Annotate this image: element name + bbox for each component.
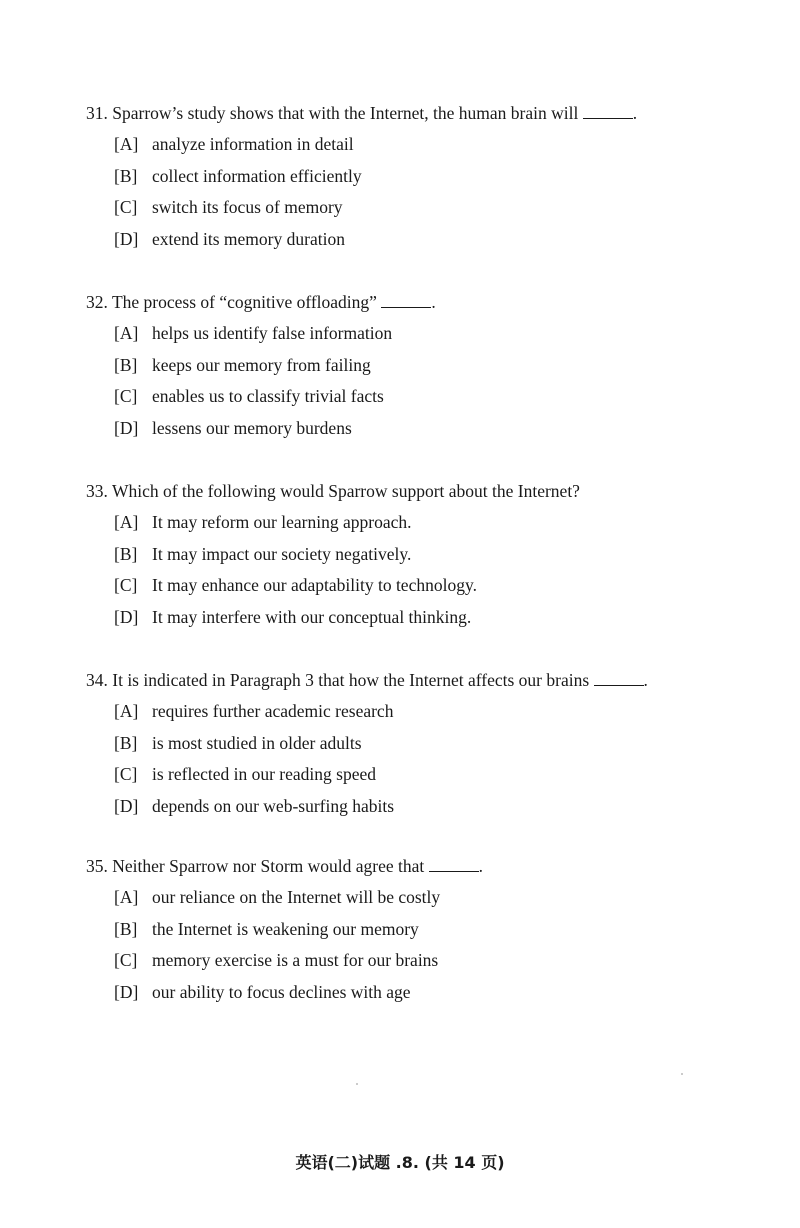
option-list <box>86 885 766 1011</box>
question-text: Sparrow’s study shows that with the Internet, the human brain will <box>112 103 579 123</box>
option-letter: [A] <box>114 134 139 154</box>
option-b <box>114 731 766 763</box>
option-b <box>114 542 766 574</box>
option-text: switch its focus of memory <box>152 197 343 217</box>
option-letter: [A] <box>114 323 139 343</box>
question-end: . <box>632 103 638 123</box>
question-number: 32. <box>86 292 108 312</box>
option-text: extend its memory duration <box>152 228 345 249</box>
option-a <box>114 699 766 731</box>
question-stem <box>86 101 766 125</box>
question-text: Which of the following would Sparrow support about the Internet? <box>111 481 580 501</box>
question-text: The process of “cognitive offloading” <box>111 292 377 312</box>
scan-speck <box>681 1073 683 1075</box>
option-text: helps us identify false information <box>152 323 393 343</box>
scan-speck <box>356 1083 358 1085</box>
option-text: enables us to classify trivial facts <box>152 386 384 406</box>
question-stem <box>86 668 766 692</box>
option-text: depends on our web-surfing habits <box>152 795 395 816</box>
answer-blank <box>583 103 633 119</box>
answer-blank <box>429 856 479 872</box>
option-letter: [D] <box>114 981 139 1002</box>
option-list <box>86 510 766 636</box>
question-35 <box>86 854 766 1011</box>
option-text: our reliance on the Internet will be costly <box>152 887 441 907</box>
option-letter: [B] <box>114 354 138 375</box>
option-a <box>114 885 766 917</box>
option-c <box>114 573 766 605</box>
option-letter: [D] <box>114 795 139 816</box>
question-34 <box>86 668 766 825</box>
option-text: keeps our memory from failing <box>152 354 371 375</box>
option-d <box>114 794 766 826</box>
question-end: . <box>431 292 436 312</box>
question-number: 34. <box>86 670 108 690</box>
option-letter: [A] <box>114 887 139 907</box>
option-text: requires further academic research <box>152 701 394 721</box>
option-letter: [D] <box>114 228 139 249</box>
option-letter: [D] <box>114 606 139 627</box>
option-text: It may impact our society negatively. <box>152 543 412 564</box>
option-letter: [C] <box>114 764 138 784</box>
option-list <box>86 699 766 825</box>
option-d <box>114 980 766 1012</box>
option-letter: [B] <box>114 543 138 564</box>
question-number: 33. <box>86 481 108 501</box>
question-32 <box>86 290 766 447</box>
question-stem <box>86 854 766 878</box>
option-letter: [D] <box>114 417 139 438</box>
option-text: is most studied in older adults <box>152 732 362 753</box>
option-letter: [B] <box>114 918 138 939</box>
answer-blank <box>381 292 431 308</box>
page-footer: 英语(二)试题 .8. (共 14 页) <box>295 1153 505 1172</box>
option-text: It may enhance our adaptability to technology. <box>152 575 477 595</box>
question-number: 31. <box>86 103 108 123</box>
option-text: analyze information in detail <box>152 134 354 154</box>
option-b <box>114 164 766 196</box>
question-end: . <box>478 856 484 876</box>
option-list <box>86 132 766 258</box>
question-text: It is indicated in Paragraph 3 that how the Internet affects our brains <box>112 670 590 690</box>
option-letter: [A] <box>114 512 139 532</box>
option-letter: [C] <box>114 950 138 970</box>
option-d <box>114 227 766 259</box>
option-a <box>114 510 766 542</box>
option-text: the Internet is weakening our memory <box>152 918 419 939</box>
option-list <box>86 321 766 447</box>
option-c <box>114 948 766 980</box>
option-letter: [A] <box>114 701 139 721</box>
option-letter: [C] <box>114 386 138 406</box>
option-text: It may interfere with our conceptual thinking. <box>152 606 472 627</box>
question-31 <box>86 101 766 258</box>
option-b <box>114 917 766 949</box>
option-text: It may reform our learning approach. <box>152 512 412 532</box>
question-number: 35. <box>86 856 108 876</box>
option-a <box>114 132 766 164</box>
question-stem <box>86 290 766 314</box>
question-33 <box>86 479 766 636</box>
question-end: . <box>643 670 648 690</box>
option-c <box>114 384 766 416</box>
answer-blank <box>594 670 644 686</box>
option-letter: [B] <box>114 165 138 186</box>
question-text: Neither Sparrow nor Storm would agree that <box>112 856 425 876</box>
option-text: is reflected in our reading speed <box>152 764 377 784</box>
option-a <box>114 321 766 353</box>
option-d <box>114 416 766 448</box>
option-letter: [B] <box>114 732 138 753</box>
option-letter: [C] <box>114 197 138 217</box>
question-stem <box>86 479 766 503</box>
option-text: lessens our memory burdens <box>152 417 352 438</box>
option-text: memory exercise is a must for our brains <box>152 950 439 970</box>
option-text: our ability to focus declines with age <box>152 981 411 1002</box>
option-c <box>114 195 766 227</box>
option-letter: [C] <box>114 575 138 595</box>
option-c <box>114 762 766 794</box>
option-text: collect information efficiently <box>152 165 362 186</box>
option-d <box>114 605 766 637</box>
option-b <box>114 353 766 385</box>
